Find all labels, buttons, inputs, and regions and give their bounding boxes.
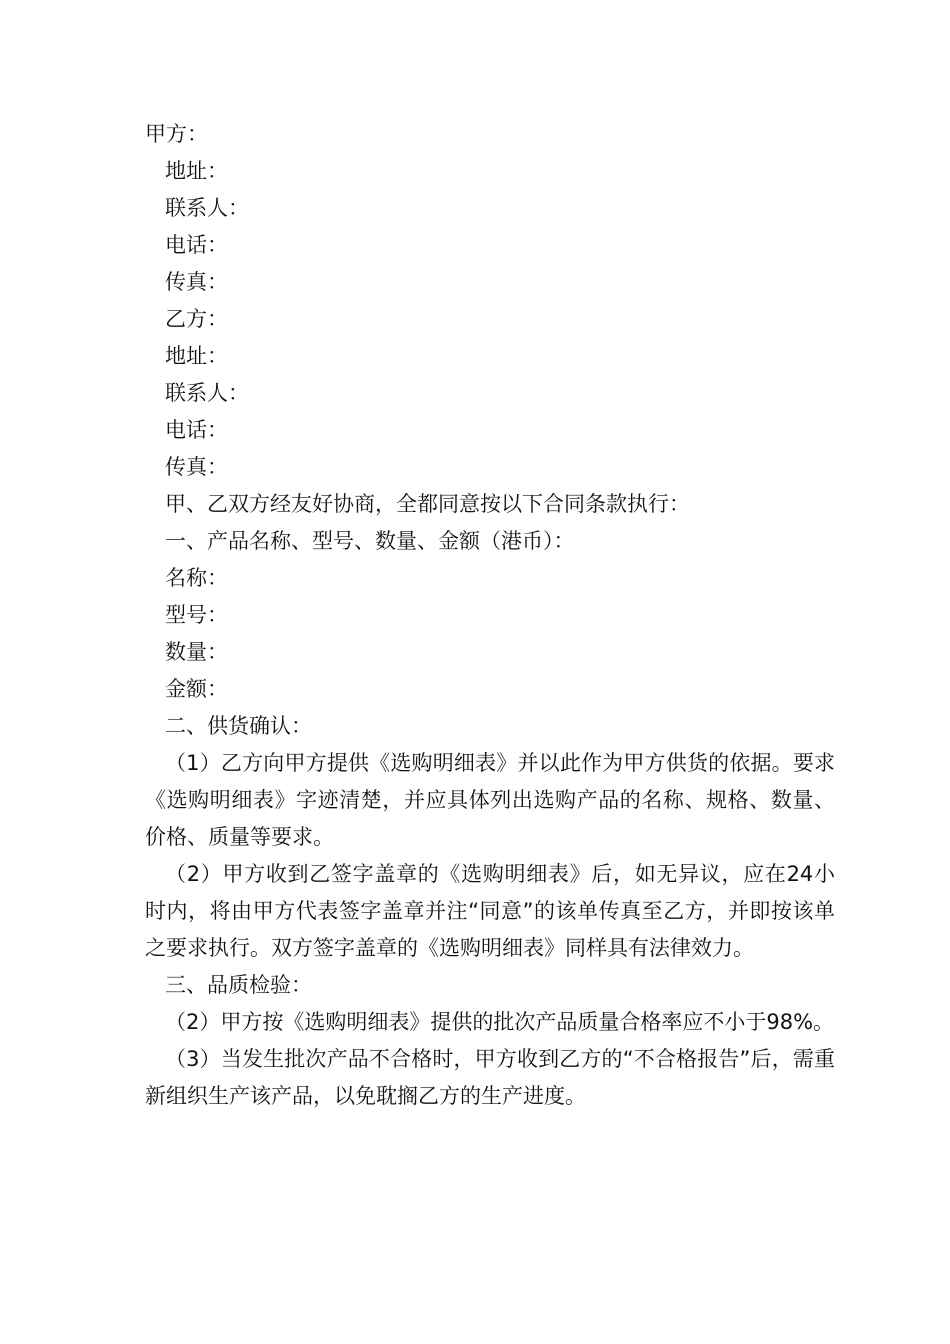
section-2-paragraph-1: （1）乙方向甲方提供《选购明细表》并以此作为甲方供货的依据。要求《选购明细表》字迹清楚，并应具体列出选购产品的名称、规格、数量、价格、质量等要求。	[145, 751, 835, 849]
party-b-fax: 传真：	[165, 455, 228, 479]
product-name: 名称：	[165, 566, 228, 590]
section-2-paragraph-2: （2）甲方收到乙签字盖章的《选购明细表》后，如无异议，应在24小时内，将由甲方代表签字盖章并注“同意”的该单传真至乙方，并即按该单之要求执行。双方签字盖章的《选购明细表》同样具有法律效力。	[145, 862, 835, 960]
party-a-address: 地址：	[165, 159, 228, 183]
product-amount: 金额：	[165, 677, 228, 701]
document-page	[145, 116, 835, 1115]
party-a-title: 甲方：	[145, 122, 208, 146]
party-b-title: 乙方：	[165, 307, 228, 331]
party-b-address: 地址：	[165, 344, 228, 368]
party-b-contact: 联系人：	[165, 381, 249, 405]
party-a-contact: 联系人：	[165, 196, 249, 220]
party-b-phone: 电话：	[165, 418, 228, 442]
section-3-paragraph-2: （3）当发生批次产品不合格时，甲方收到乙方的“不合格报告”后，需重新组织生产该产品，以免耽搁乙方的生产进度。	[145, 1047, 835, 1108]
contract-intro: 甲、乙双方经友好协商，全都同意按以下合同条款执行：	[165, 492, 690, 516]
party-a-phone: 电话：	[165, 233, 228, 257]
party-a-fax: 传真：	[165, 270, 228, 294]
section-3-heading: 三、品质检验：	[165, 973, 312, 997]
section-1-heading: 一、产品名称、型号、数量、金额（港币）：	[165, 529, 575, 553]
product-quantity: 数量：	[165, 640, 228, 664]
section-2-heading: 二、供货确认：	[165, 714, 312, 738]
section-3-paragraph-1: （2）甲方按《选购明细表》提供的批次产品质量合格率应不小于98%。	[165, 1010, 835, 1034]
product-model: 型号：	[165, 603, 228, 627]
